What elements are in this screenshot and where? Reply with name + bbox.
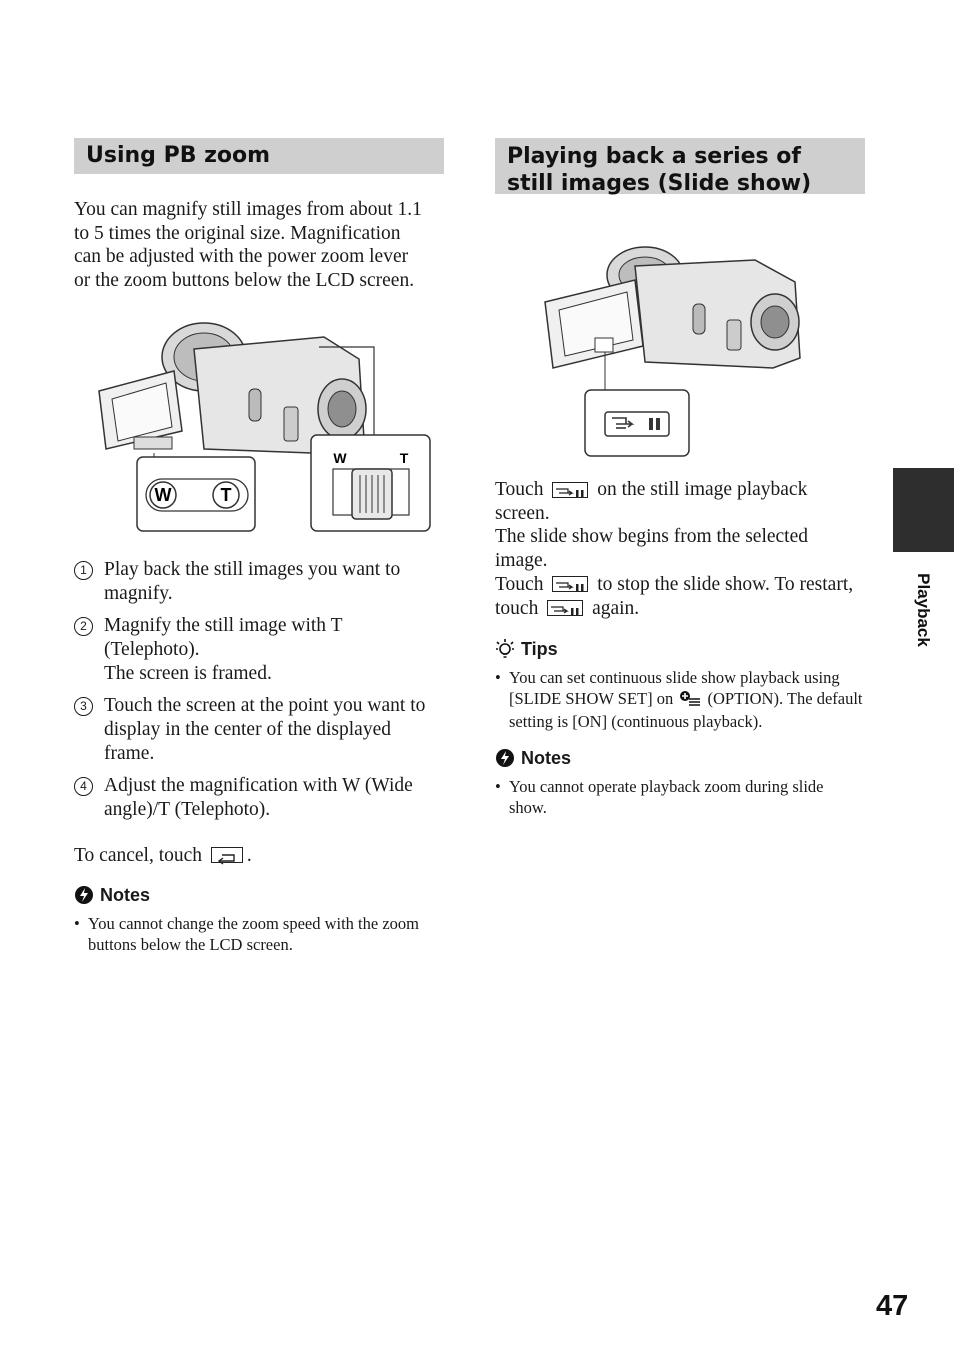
notes-icon (74, 885, 94, 905)
notes-list-right (495, 776, 863, 818)
notes-heading-left: Notes (74, 885, 444, 906)
pb-zoom-heading: Using PB zoom (74, 138, 444, 174)
cancel-text: To cancel, touch . (74, 844, 252, 866)
slideshow-icon[interactable] (552, 576, 588, 592)
tips-icon (495, 638, 515, 660)
pb-zoom-section (74, 138, 444, 955)
slideshow-icon[interactable] (547, 600, 583, 616)
step-3: 3 Touch the screen at the point you want to display in the center of the displayed frame. (74, 694, 442, 765)
camcorder-illustration (495, 240, 865, 462)
step-1: 1 Play back the still images you want to magnify. (74, 558, 442, 605)
chapter-tab-label: Playback (914, 573, 933, 647)
pb-zoom-figure (74, 319, 434, 541)
pb-zoom-steps (74, 558, 442, 822)
notes-heading-right: Notes (495, 748, 865, 769)
page-number: 47 (876, 1290, 909, 1322)
slide-show-heading: Playing back a series of still images (Slide show) (495, 138, 865, 194)
tips-list (495, 667, 863, 732)
option-icon (679, 690, 701, 711)
step-4: 4 Adjust the magnification with W (Wide angle)/T (Telephoto). (74, 774, 442, 821)
lever-t-label: T (399, 449, 409, 466)
slide-show-begins: The slide show begins from the selected image. (495, 526, 808, 572)
note-item: • You cannot change the zoom speed with the zoom buttons below the LCD screen. (74, 913, 419, 954)
zoom-t-button-label: T (220, 484, 232, 505)
notes-icon (495, 748, 515, 768)
notes-list-left (74, 913, 424, 955)
pb-zoom-intro: You can magnify still images from about 1.1 to 5 times the original size. Magnification can be adjusted with the power zoom lever or the zoom buttons below the LCD screen. (74, 199, 422, 292)
slide-show-section (495, 138, 865, 818)
camcorder-illustration (74, 319, 434, 541)
slide-show-figure (495, 240, 865, 462)
tip-item: • You can set continuous slide show playback using [SLIDE SHOW SET] on (OPTION). The default setting is [ON] (continuous playback). (495, 668, 863, 731)
slideshow-icon[interactable] (552, 482, 588, 498)
chapter-tab (893, 468, 954, 552)
zoom-w-button-label: W (154, 484, 172, 505)
step-2: 2 Magnify the still image with T (Telephoto). The screen is framed. (74, 614, 442, 685)
step-2-sub: The screen is framed. (104, 662, 272, 684)
return-icon (211, 847, 243, 863)
tips-heading: Tips (495, 638, 865, 660)
lever-w-label: W (333, 449, 347, 466)
note-item: • You cannot operate playback zoom during slide show. (495, 776, 824, 817)
slide-show-touch1: Touch on the still image playback screen. The slide show begins from the selected image. Touch to stop the slide show. To restart, touch again. (495, 479, 854, 619)
